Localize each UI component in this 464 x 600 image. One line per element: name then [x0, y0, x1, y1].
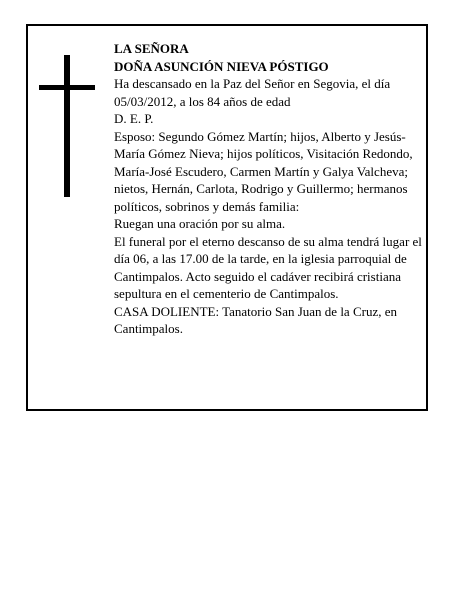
- funeral-details: El funeral por el eterno descanso de su alma tendrá lugar el día 06, a las 17.00 de la tarde, en la iglesia parroquial de Cantimpalos. Acto seguido el cadáver recibirá cristiana sepultura en el cementerio de Cantimpalos.: [114, 233, 422, 301]
- notice-text: [114, 40, 426, 338]
- cross-horizontal-bar: [39, 85, 95, 90]
- rest-in-peace: D. E. P.: [114, 111, 154, 126]
- cross-vertical-bar: [64, 55, 70, 197]
- notice-title: LA SEÑORA: [114, 41, 189, 56]
- deceased-name: DOÑA ASUNCIÓN NIEVA PÓSTIGO: [114, 58, 329, 74]
- prayer-request: Ruegan una oración por su alma.: [114, 216, 286, 231]
- funeral-home: CASA DOLIENTE: Tanatorio San Juan de la Cruz, en Cantimpalos.: [114, 303, 397, 336]
- family-list: Esposo: Segundo Gómez Martín; hijos, Alberto y Jesús-María Gómez Nieva; hijos políticos, Visitación Redondo, María-José Escudero, Carmen Martín y Galya Valcheva; nietos, Hernán, Carlota, Rodrigo y Guillermo; hermanos políticos, sobrinos y demás familia:: [114, 128, 413, 214]
- latin-cross-icon: [39, 55, 95, 197]
- death-announcement: Ha descansado en la Paz del Señor en Segovia, el día 05/03/2012, a los 84 años de edad: [114, 76, 391, 109]
- obituary-notice: [26, 24, 428, 411]
